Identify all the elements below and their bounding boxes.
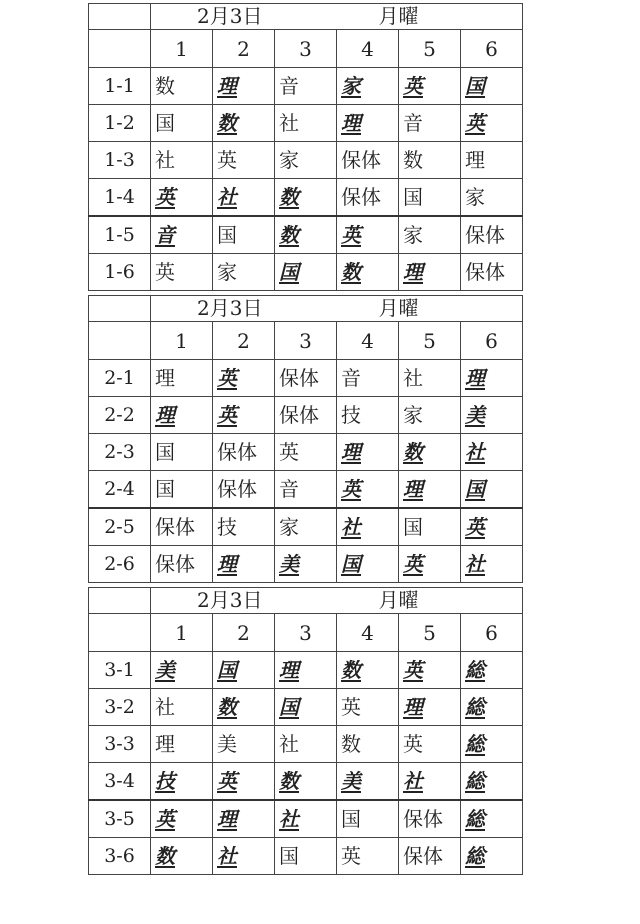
- subject-text: 英: [217, 148, 237, 172]
- period-header: 3: [275, 30, 337, 68]
- subject-text: 音: [155, 223, 175, 247]
- subject-cell: [213, 254, 275, 291]
- subject-cell: [337, 838, 399, 875]
- subject-text: 美: [341, 769, 361, 793]
- subject-text: 技: [155, 769, 175, 793]
- subject-text: 総: [465, 769, 485, 793]
- subject-text: 国: [155, 477, 175, 501]
- subject-text: 音: [279, 74, 299, 98]
- period-header: 3: [275, 322, 337, 360]
- subject-text: 理: [465, 148, 485, 172]
- subject-cell: [337, 142, 399, 179]
- subject-cell: [337, 179, 399, 217]
- subject-cell: [213, 838, 275, 875]
- date-label: 2月3日: [197, 4, 263, 28]
- class-label: 2-4: [89, 471, 151, 509]
- subject-cell: [399, 142, 461, 179]
- class-row: [89, 254, 523, 291]
- subject-text: 国: [465, 74, 485, 98]
- subject-text: 家: [279, 148, 299, 172]
- timetable-grade-2: [88, 295, 523, 583]
- subject-cell: [275, 800, 337, 838]
- subject-cell: [151, 397, 213, 434]
- period-header: 6: [461, 614, 523, 652]
- period-header: 4: [337, 614, 399, 652]
- date-row: [89, 4, 523, 30]
- subject-text: 美: [217, 732, 237, 756]
- period-header: 4: [337, 322, 399, 360]
- class-row: [89, 216, 523, 254]
- subject-cell: [275, 179, 337, 217]
- weekday-label: 月曜: [378, 4, 419, 28]
- subject-text: 数: [217, 695, 237, 719]
- subject-text: 保体: [465, 223, 505, 247]
- weekday-label: 月曜: [378, 588, 419, 612]
- subject-cell: [461, 434, 523, 471]
- subject-cell: [399, 652, 461, 689]
- subject-cell: [275, 105, 337, 142]
- subject-text: 理: [403, 695, 423, 719]
- subject-cell: [461, 179, 523, 217]
- subject-cell: [275, 689, 337, 726]
- subject-cell: [399, 763, 461, 801]
- subject-cell: [399, 179, 461, 217]
- class-row: [89, 800, 523, 838]
- subject-text: 社: [155, 148, 175, 172]
- subject-cell: [275, 508, 337, 546]
- subject-text: 社: [403, 366, 423, 390]
- subject-text: 理: [217, 552, 237, 576]
- class-row: [89, 508, 523, 546]
- subject-cell: [337, 508, 399, 546]
- subject-cell: [461, 105, 523, 142]
- subject-cell: [461, 508, 523, 546]
- class-label: 3-5: [89, 800, 151, 838]
- subject-cell: [275, 838, 337, 875]
- subject-text: 数: [341, 260, 361, 284]
- class-label: 1-2: [89, 105, 151, 142]
- subject-cell: [399, 105, 461, 142]
- subject-text: 英: [465, 111, 485, 135]
- subject-cell: [151, 800, 213, 838]
- subject-cell: [213, 179, 275, 217]
- subject-text: 英: [341, 477, 361, 501]
- date-label: 2月3日: [197, 588, 263, 612]
- subject-cell: [337, 471, 399, 509]
- subject-cell: [275, 652, 337, 689]
- subject-text: 保体: [279, 366, 319, 390]
- subject-text: 国: [155, 440, 175, 464]
- header-blank: [89, 30, 151, 68]
- class-label: 1-6: [89, 254, 151, 291]
- subject-text: 社: [279, 807, 299, 831]
- subject-cell: [213, 68, 275, 105]
- subject-text: 理: [341, 111, 361, 135]
- class-row: [89, 838, 523, 875]
- class-row: [89, 689, 523, 726]
- subject-text: 国: [155, 111, 175, 135]
- subject-cell: [213, 471, 275, 509]
- period-header: 2: [213, 322, 275, 360]
- subject-text: 社: [279, 732, 299, 756]
- subject-cell: [399, 360, 461, 397]
- date-cell: [151, 296, 523, 322]
- period-header: 1: [151, 614, 213, 652]
- subject-cell: [151, 652, 213, 689]
- subject-cell: [461, 360, 523, 397]
- subject-text: 社: [279, 111, 299, 135]
- subject-text: 音: [403, 111, 423, 135]
- subject-cell: [151, 689, 213, 726]
- subject-text: 国: [217, 223, 237, 247]
- subject-text: 社: [155, 695, 175, 719]
- subject-text: 数: [155, 74, 175, 98]
- subject-text: 理: [341, 440, 361, 464]
- subject-cell: [399, 689, 461, 726]
- subject-text: 総: [465, 695, 485, 719]
- subject-cell: [461, 68, 523, 105]
- subject-text: 保体: [341, 148, 381, 172]
- subject-text: 理: [279, 658, 299, 682]
- class-row: [89, 726, 523, 763]
- period-header-row: [89, 322, 523, 360]
- subject-cell: [151, 508, 213, 546]
- weekday-label: 月曜: [378, 296, 419, 320]
- subject-cell: [461, 546, 523, 583]
- class-label: 2-2: [89, 397, 151, 434]
- timetable-document: [88, 3, 522, 879]
- subject-cell: [275, 397, 337, 434]
- subject-text: 国: [465, 477, 485, 501]
- subject-cell: [151, 216, 213, 254]
- subject-cell: [399, 216, 461, 254]
- subject-cell: [461, 216, 523, 254]
- subject-text: 英: [465, 515, 485, 539]
- subject-text: 総: [465, 658, 485, 682]
- subject-cell: [337, 68, 399, 105]
- subject-cell: [213, 546, 275, 583]
- subject-cell: [213, 726, 275, 763]
- subject-text: 数: [155, 844, 175, 868]
- subject-text: 理: [155, 366, 175, 390]
- class-label: 2-3: [89, 434, 151, 471]
- subject-text: 社: [217, 844, 237, 868]
- class-row: [89, 105, 523, 142]
- period-header: 5: [399, 614, 461, 652]
- class-row: [89, 763, 523, 801]
- subject-text: 国: [341, 807, 361, 831]
- class-label: 3-6: [89, 838, 151, 875]
- subject-cell: [399, 838, 461, 875]
- subject-cell: [151, 546, 213, 583]
- subject-text: 理: [155, 403, 175, 427]
- subject-cell: [399, 546, 461, 583]
- subject-text: 国: [279, 695, 299, 719]
- subject-cell: [151, 179, 213, 217]
- subject-cell: [151, 254, 213, 291]
- subject-cell: [151, 726, 213, 763]
- subject-cell: [275, 434, 337, 471]
- class-label: 3-3: [89, 726, 151, 763]
- subject-text: 英: [341, 223, 361, 247]
- subject-text: 社: [341, 515, 361, 539]
- subject-cell: [213, 216, 275, 254]
- subject-text: 理: [217, 807, 237, 831]
- period-header-row: [89, 30, 523, 68]
- subject-text: 英: [217, 403, 237, 427]
- subject-text: 保体: [465, 260, 505, 284]
- class-row: [89, 68, 523, 105]
- subject-cell: [275, 763, 337, 801]
- subject-text: 家: [465, 185, 485, 209]
- subject-text: 英: [341, 844, 361, 868]
- subject-cell: [399, 508, 461, 546]
- subject-text: 家: [403, 403, 423, 427]
- subject-cell: [151, 471, 213, 509]
- class-label: 3-4: [89, 763, 151, 801]
- subject-cell: [213, 434, 275, 471]
- subject-text: 国: [217, 658, 237, 682]
- subject-text: 国: [403, 515, 423, 539]
- subject-text: 美: [279, 552, 299, 576]
- subject-cell: [461, 838, 523, 875]
- subject-text: 英: [155, 185, 175, 209]
- subject-text: 数: [279, 769, 299, 793]
- subject-cell: [151, 142, 213, 179]
- class-row: [89, 652, 523, 689]
- subject-cell: [399, 397, 461, 434]
- subject-text: 英: [217, 769, 237, 793]
- subject-text: 音: [341, 366, 361, 390]
- subject-cell: [399, 434, 461, 471]
- subject-cell: [337, 397, 399, 434]
- date-row: [89, 296, 523, 322]
- subject-cell: [337, 360, 399, 397]
- subject-text: 家: [341, 74, 361, 98]
- subject-text: 理: [217, 74, 237, 98]
- subject-text: 総: [465, 844, 485, 868]
- subject-text: 英: [403, 552, 423, 576]
- subject-cell: [399, 471, 461, 509]
- subject-cell: [461, 800, 523, 838]
- subject-text: 家: [279, 515, 299, 539]
- subject-cell: [151, 434, 213, 471]
- period-header: 1: [151, 322, 213, 360]
- class-label: 1-5: [89, 216, 151, 254]
- subject-cell: [337, 216, 399, 254]
- subject-cell: [275, 546, 337, 583]
- subject-text: 国: [341, 552, 361, 576]
- corner-cell: [89, 588, 151, 614]
- subject-text: 英: [155, 807, 175, 831]
- class-row: [89, 471, 523, 509]
- subject-text: 数: [341, 732, 361, 756]
- subject-text: 保体: [279, 403, 319, 427]
- subject-text: 理: [465, 366, 485, 390]
- subject-text: 技: [217, 515, 237, 539]
- period-header: 5: [399, 322, 461, 360]
- subject-cell: [213, 360, 275, 397]
- subject-cell: [213, 800, 275, 838]
- subject-cell: [213, 689, 275, 726]
- subject-text: 英: [155, 260, 175, 284]
- subject-cell: [337, 763, 399, 801]
- subject-text: 数: [279, 223, 299, 247]
- header-blank: [89, 614, 151, 652]
- subject-cell: [337, 254, 399, 291]
- subject-text: 数: [279, 185, 299, 209]
- subject-text: 英: [279, 440, 299, 464]
- subject-text: 保体: [217, 477, 257, 501]
- subject-cell: [461, 763, 523, 801]
- subject-text: 保体: [403, 844, 443, 868]
- subject-cell: [461, 254, 523, 291]
- subject-cell: [275, 142, 337, 179]
- subject-text: 英: [403, 658, 423, 682]
- subject-text: 理: [403, 477, 423, 501]
- subject-text: 理: [403, 260, 423, 284]
- subject-text: 家: [217, 260, 237, 284]
- subject-text: 英: [217, 366, 237, 390]
- timetable-grade-1: [88, 3, 523, 291]
- subject-text: 国: [279, 844, 299, 868]
- subject-cell: [461, 142, 523, 179]
- class-row: [89, 360, 523, 397]
- subject-cell: [275, 254, 337, 291]
- subject-cell: [399, 726, 461, 763]
- class-label: 1-1: [89, 68, 151, 105]
- date-cell: [151, 588, 523, 614]
- subject-cell: [213, 142, 275, 179]
- date-row: [89, 588, 523, 614]
- class-label: 1-3: [89, 142, 151, 179]
- class-row: [89, 434, 523, 471]
- subject-cell: [337, 546, 399, 583]
- subject-cell: [337, 726, 399, 763]
- period-header: 5: [399, 30, 461, 68]
- subject-text: 数: [341, 658, 361, 682]
- period-header: 6: [461, 30, 523, 68]
- subject-cell: [213, 105, 275, 142]
- subject-text: 保体: [341, 185, 381, 209]
- subject-cell: [213, 508, 275, 546]
- period-header: 3: [275, 614, 337, 652]
- subject-text: 英: [403, 74, 423, 98]
- subject-text: 国: [403, 185, 423, 209]
- class-row: [89, 546, 523, 583]
- subject-cell: [461, 689, 523, 726]
- subject-cell: [399, 68, 461, 105]
- subject-cell: [151, 68, 213, 105]
- subject-cell: [337, 434, 399, 471]
- class-row: [89, 397, 523, 434]
- class-label: 3-1: [89, 652, 151, 689]
- subject-text: 保体: [217, 440, 257, 464]
- subject-cell: [151, 763, 213, 801]
- subject-cell: [151, 360, 213, 397]
- subject-text: 社: [465, 440, 485, 464]
- subject-text: 国: [279, 260, 299, 284]
- subject-text: 保体: [155, 552, 195, 576]
- class-row: [89, 179, 523, 217]
- date-cell: [151, 4, 523, 30]
- subject-text: 社: [217, 185, 237, 209]
- corner-cell: [89, 296, 151, 322]
- period-header: 2: [213, 614, 275, 652]
- subject-cell: [213, 652, 275, 689]
- period-header-row: [89, 614, 523, 652]
- subject-cell: [275, 471, 337, 509]
- subject-cell: [399, 800, 461, 838]
- subject-text: 数: [403, 440, 423, 464]
- subject-cell: [337, 800, 399, 838]
- class-label: 2-5: [89, 508, 151, 546]
- date-label: 2月3日: [197, 296, 263, 320]
- subject-cell: [275, 360, 337, 397]
- subject-text: 理: [155, 732, 175, 756]
- subject-cell: [337, 652, 399, 689]
- period-header: 6: [461, 322, 523, 360]
- subject-cell: [213, 763, 275, 801]
- period-header: 4: [337, 30, 399, 68]
- class-row: [89, 142, 523, 179]
- class-label: 3-2: [89, 689, 151, 726]
- subject-cell: [461, 726, 523, 763]
- subject-text: 英: [403, 732, 423, 756]
- subject-text: 英: [341, 695, 361, 719]
- period-header: 1: [151, 30, 213, 68]
- subject-cell: [151, 105, 213, 142]
- subject-text: 美: [465, 403, 485, 427]
- corner-cell: [89, 4, 151, 30]
- subject-cell: [461, 471, 523, 509]
- period-header: 2: [213, 30, 275, 68]
- subject-text: 総: [465, 732, 485, 756]
- subject-cell: [337, 689, 399, 726]
- class-label: 2-1: [89, 360, 151, 397]
- header-blank: [89, 322, 151, 360]
- timetable-grade-3: [88, 587, 523, 875]
- subject-text: 保体: [155, 515, 195, 539]
- subject-text: 社: [465, 552, 485, 576]
- subject-cell: [399, 254, 461, 291]
- subject-cell: [151, 838, 213, 875]
- subject-text: 音: [279, 477, 299, 501]
- class-label: 1-4: [89, 179, 151, 217]
- subject-text: 数: [217, 111, 237, 135]
- subject-cell: [275, 68, 337, 105]
- subject-text: 総: [465, 807, 485, 831]
- subject-cell: [461, 397, 523, 434]
- class-label: 2-6: [89, 546, 151, 583]
- subject-text: 家: [403, 223, 423, 247]
- subject-text: 社: [403, 769, 423, 793]
- subject-cell: [213, 397, 275, 434]
- subject-text: 美: [155, 658, 175, 682]
- subject-cell: [275, 216, 337, 254]
- subject-cell: [337, 105, 399, 142]
- subject-text: 保体: [403, 807, 443, 831]
- subject-text: 技: [341, 403, 361, 427]
- subject-text: 数: [403, 148, 423, 172]
- subject-cell: [461, 652, 523, 689]
- subject-cell: [275, 726, 337, 763]
